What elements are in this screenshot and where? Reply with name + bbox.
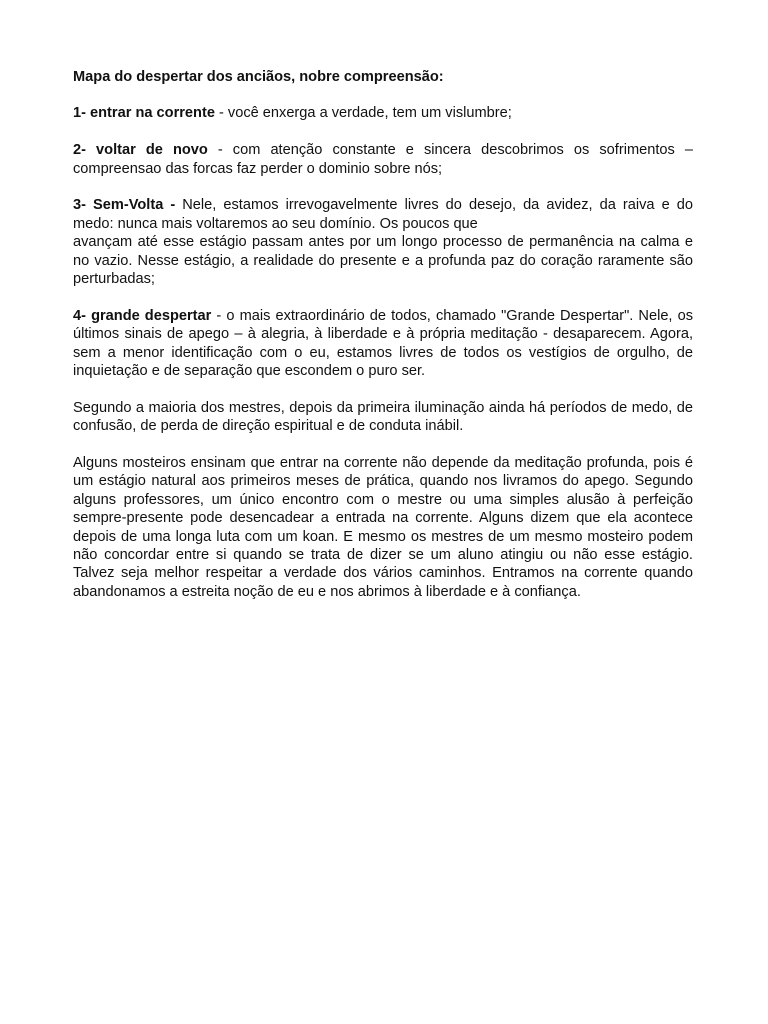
stage-3: [73, 196, 693, 288]
stage-1: [73, 104, 693, 122]
stage-4-text: - o mais extraordinário de todos, chamado "Grande Despertar". Nele, os últimos sinais de apego – à alegria, à liberdade e à própria meditação - desaparecem. Agora, sem a menor identificação com o eu, estamos livres de todos os vestígios de orgulho, de inquietação e de separação que escondem o puro ser.: [73, 307, 693, 380]
stage-2-heading: 2- voltar de novo: [73, 142, 208, 159]
paragraph-monasteries: Alguns mosteiros ensinam que entrar na corrente não depende da meditação profunda, pois é um estágio natural aos primeiros meses de prática, quando nos livramos do apego. Segundo alguns professores, um único encontro com o mestre ou uma simples alusão à perfeição sempre-presente pode desencadear a entrada na corrente. Alguns dizem que ela acontece depois de uma longa luta com um koan. E mesmo os mestres de um mesmo mosteiro podem não concordar entre si quando se trata de dizer se um aluno atingiu ou não esse estágio. Talvez seja melhor respeitar a verdade dos vários caminhos. Entramos na corrente quando abandonamos a estreita noção de eu e nos abrimos à liberdade e à confiança.: [73, 455, 693, 600]
paragraph-masters: Segundo a maioria dos mestres, depois da primeira iluminação ainda há períodos de medo, de confusão, de perda de direção espiritual e de conduta inábil.: [73, 399, 693, 435]
stage-2-text: - com atenção constante e sincera descobrimos os sofrimentos – compreensao das forcas faz perder o dominio sobre nós;: [73, 142, 693, 177]
stage-3-text-continued: avançam até esse estágio passam antes por um longo processo de permanência na calma e no vazio. Nesse estágio, a realidade do presente e a profunda paz do coração raramente são perturbadas;: [73, 234, 693, 288]
stage-4-heading: 4- grande despertar: [73, 307, 212, 324]
stage-1-text: - você enxerga a verdade, tem um vislumbre;: [214, 105, 512, 122]
stage-3-text: Nele, estamos irrevogavelmente livres do desejo, da avidez, da raiva e do medo: nunca mais voltaremos ao seu domínio. Os poucos que: [73, 197, 693, 232]
stage-3-heading: 3- Sem-Volta -: [73, 197, 176, 214]
document-title: Mapa do despertar dos anciãos, nobre compreensão:: [73, 69, 444, 85]
document-body: [73, 68, 693, 620]
stage-4: [73, 307, 693, 381]
stage-1-heading: 1- entrar na corrente: [73, 105, 215, 122]
stage-2: [73, 141, 693, 178]
